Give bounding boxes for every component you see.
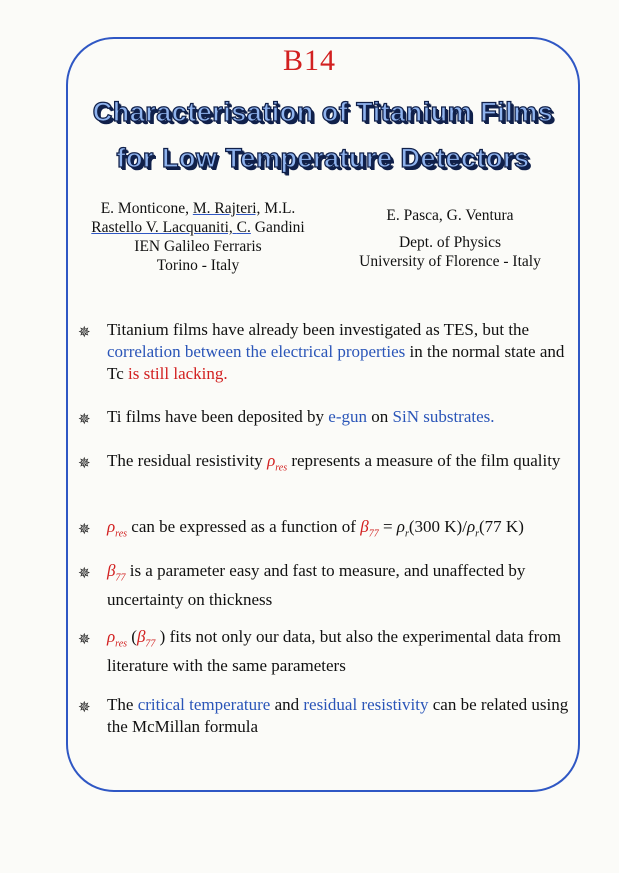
- affiliation-right: Dept. of Physics: [398, 234, 502, 251]
- authors-right: [340, 206, 560, 271]
- university-right: University of Florence - Italy: [359, 253, 541, 270]
- rho-res-symbol: $\rho_{res}$: [107, 517, 128, 540]
- gear-bullet-icon: ✵: [78, 456, 91, 472]
- beta-77-symbol: $\beta_{77}$: [107, 561, 126, 584]
- authors-left-line2: [72, 218, 324, 237]
- authors-left-line1: [72, 199, 324, 218]
- bullet-4: [78, 516, 576, 545]
- city-left: Torino - Italy: [156, 257, 240, 274]
- bullet-3-text: The residual resistivity $\rho_{res}$ represents a measure of the film quality: [107, 451, 561, 474]
- beta-77-symbol: $\beta_{77}$: [360, 517, 379, 540]
- bullet-2-text: Ti films have been deposited by e-gun on SiN substrates.: [107, 407, 495, 426]
- author-name-underlined: Rastello V. Lacquaniti,: [91, 219, 237, 236]
- rho-r-symbol: $\rho_r$: [396, 517, 409, 540]
- bullet-6: [78, 626, 576, 677]
- author-name-underlined: C.: [236, 219, 251, 236]
- bullet-3: [78, 450, 576, 479]
- bullet-5: [78, 560, 576, 611]
- poster-title-line1: Characterisation of Titanium Films: [92, 97, 554, 127]
- gear-bullet-icon: ✵: [78, 412, 91, 428]
- affiliation-left: IEN Galileo Ferraris: [134, 238, 262, 255]
- author-name-underlined: M. Rajteri,: [192, 200, 261, 217]
- gear-bullet-icon: ✵: [78, 566, 91, 582]
- rho-res-symbol: $\rho_{res}$: [107, 627, 128, 650]
- gear-bullet-icon: ✵: [78, 522, 91, 538]
- gear-bullet-icon: ✵: [78, 325, 91, 341]
- poster-title-line2: for Low Temperature Detectors: [116, 143, 530, 173]
- bullet-5-text: $\beta_{77}$ is a parameter easy and fast to measure, and unaffected by uncertainty on thickness: [107, 561, 526, 610]
- bullet-2: [78, 406, 576, 428]
- beta-77-symbol: $\beta_{77}$: [136, 627, 156, 650]
- author-name: E. Monticone,: [100, 200, 193, 217]
- bullet-1: [78, 319, 576, 385]
- bullet-4-text: $\rho_{res}$ can be expressed as a function of $\beta_{77} = \rho_r(300$ $K)/\rho_r(77$ K): [107, 517, 524, 540]
- rho-r-symbol: $\rho_r$: [466, 517, 480, 540]
- bullet-7: [78, 694, 576, 738]
- author-name: Gandini: [250, 219, 305, 236]
- gear-bullet-icon: ✵: [78, 700, 91, 716]
- poster-code: B14: [282, 44, 336, 77]
- authors-right-names: E. Pasca, G. Ventura: [386, 207, 514, 224]
- gear-bullet-icon: ✵: [78, 632, 91, 648]
- rho-res-symbol: $\rho_{res}$: [267, 451, 288, 474]
- authors-left: [72, 199, 324, 275]
- bullet-6-text: $\rho_{res}$ ($\beta_{77}$ ) fits not only our data, but also the experimental data from literature with the same parameters: [107, 627, 561, 676]
- bullet-7-text: The critical temperature and residual resistivity can be related using the McMillan formula: [107, 695, 569, 736]
- author-name: M.L.: [260, 200, 296, 217]
- bullet-1-text: Titanium films have already been investigated as TES, but the correlation between the electrical properties in the normal state and Tc is still lacking.: [107, 320, 565, 383]
